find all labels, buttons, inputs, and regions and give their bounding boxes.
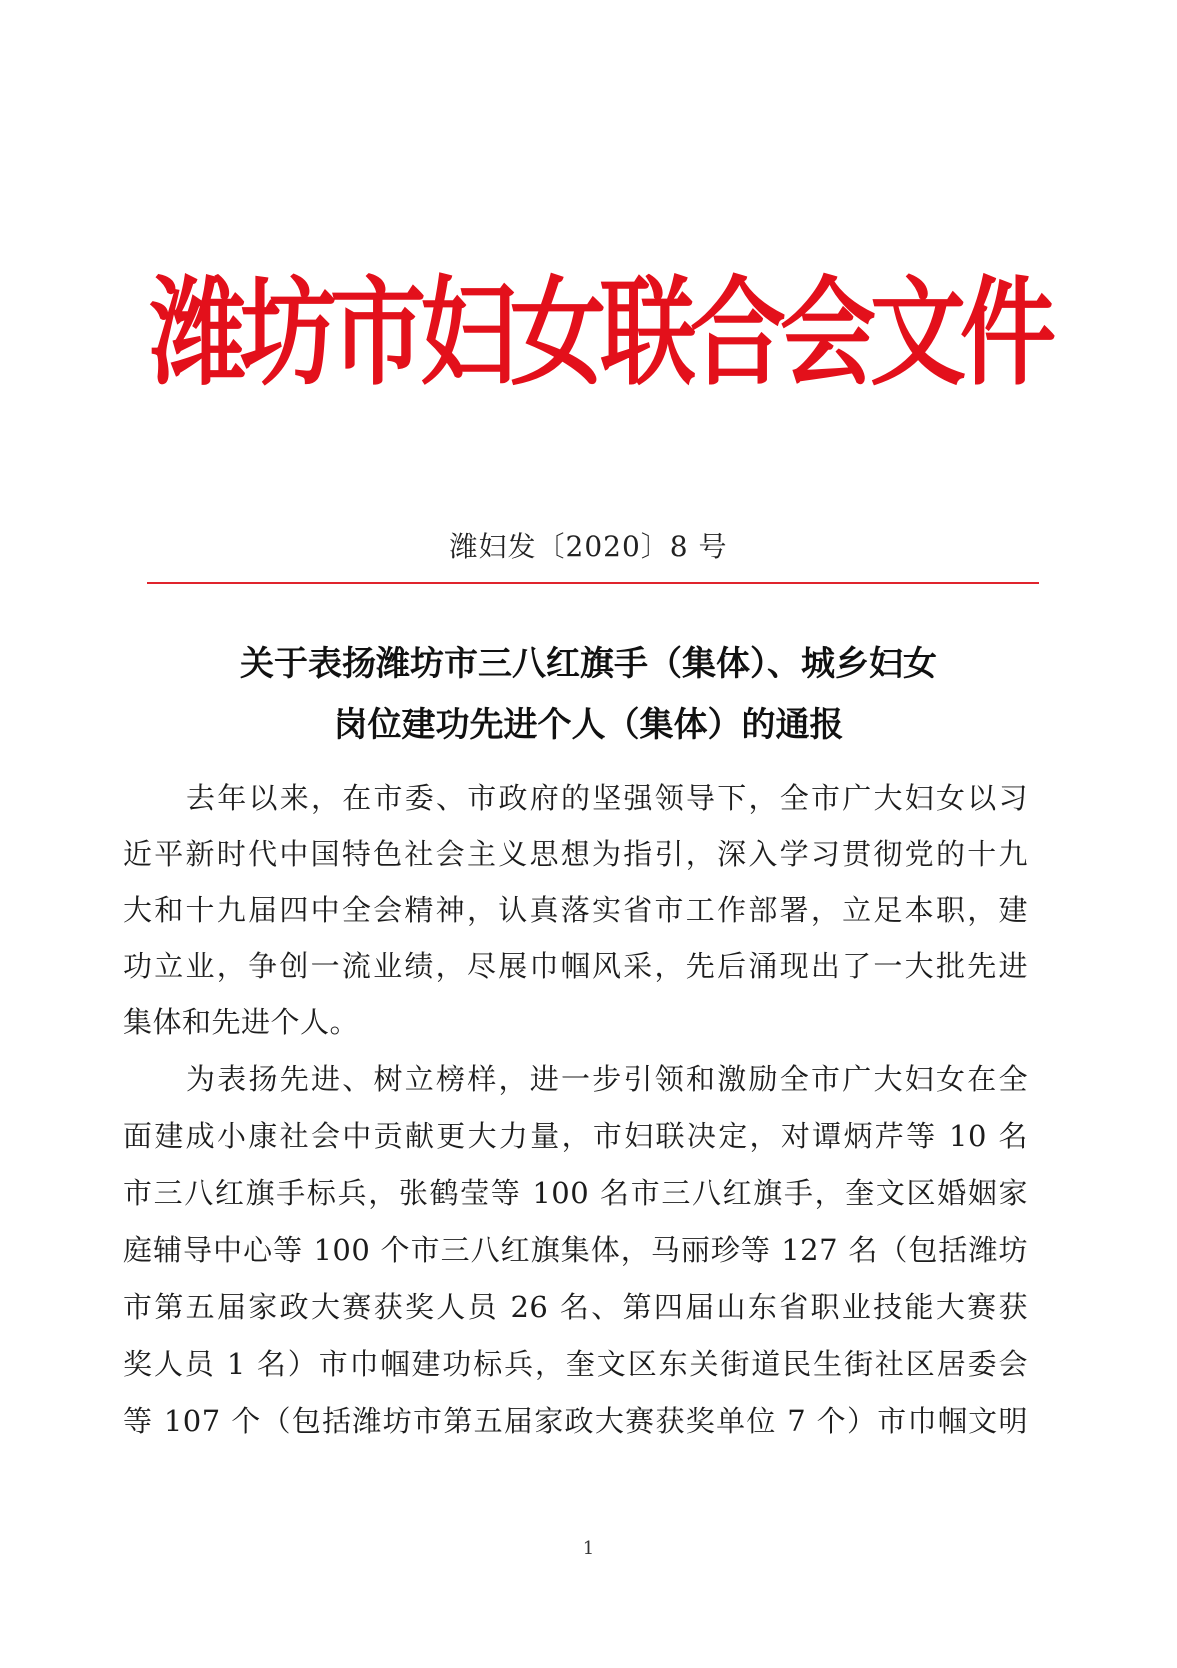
paragraph-1-line-4: 功立业，争创一流业绩，尽展巾帼风采，先后涌现出了一大批先进: [123, 949, 1028, 983]
paragraph-2-line-4: 庭辅导中心等 100 个市三八红旗集体，马丽珍等 127 名（包括潍坊: [123, 1233, 1028, 1267]
paragraph-1-line-5: 集体和先进个人。: [123, 1005, 360, 1039]
paragraph-1-line-3: 大和十九届四中全会精神，认真落实省市工作部署，立足本职，建: [123, 893, 1028, 927]
paragraph-1-line-1: 去年以来，在市委、市政府的坚强领导下，全市广大妇女以习: [186, 781, 1028, 815]
notice-title-line-1: 关于表扬潍坊市三八红旗手（集体）、城乡妇女: [240, 644, 937, 684]
paragraph-1-line-2: 近平新时代中国特色社会主义思想为指引，深入学习贯彻党的十九: [123, 837, 1028, 871]
red-divider-line: [147, 582, 1039, 584]
page-number: 1: [582, 1538, 595, 1559]
masthead-title: 潍坊市妇女联合会文件: [150, 263, 1050, 402]
paragraph-2-line-3: 市三八红旗手标兵，张鹤莹等 100 名市三八红旗手，奎文区婚姻家: [123, 1176, 1028, 1210]
paragraph-2-line-2: 面建成小康社会中贡献更大力量，市妇联决定，对谭炳芹等 10 名: [123, 1119, 1028, 1153]
document-number: 潍妇发〔2020〕8 号: [449, 530, 728, 563]
paragraph-2-line-7: 等 107 个（包括潍坊市第五届家政大赛获奖单位 7 个）市巾帼文明: [123, 1404, 1028, 1438]
notice-title-line-2: 岗位建功先进个人（集体）的通报: [333, 705, 844, 745]
paragraph-2-line-5: 市第五届家政大赛获奖人员 26 名、第四届山东省职业技能大赛获: [123, 1290, 1028, 1324]
paragraph-2-line-1: 为表扬先进、树立榜样，进一步引领和激励全市广大妇女在全: [186, 1062, 1028, 1096]
paragraph-2-line-6: 奖人员 1 名）市巾帼建功标兵，奎文区东关街道民生街社区居委会: [123, 1347, 1028, 1381]
